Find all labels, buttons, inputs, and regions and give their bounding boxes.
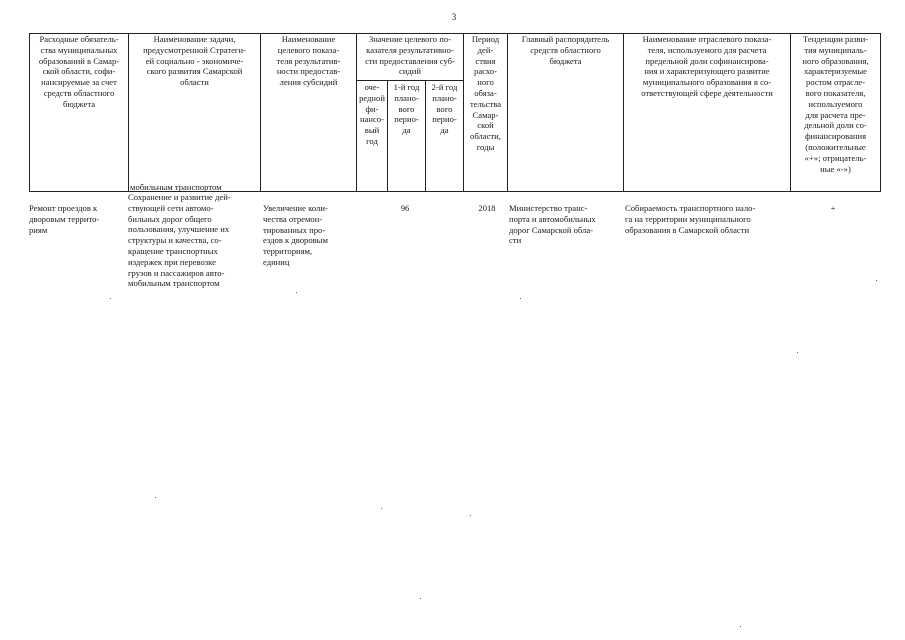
- header-plan-year-2: 2-й год плано- вого перио- да: [431, 82, 458, 136]
- scan-speck: [110, 298, 111, 299]
- header-period: Период дей- ствия расхо- ного обяза- тельства Самар- ской области, годы: [469, 34, 502, 152]
- header-trend: Тенденции разви- тия муниципаль- ного образования, характеризуемые ростом отрасле- вого показателя, используемого для расчета пре- дельной доли со- финансирования (положительные «+»; отрицатель- ные «-»): [802, 34, 869, 174]
- header-table: [29, 33, 881, 192]
- cell-period: 2018: [478, 203, 496, 213]
- scan-speck: [296, 292, 297, 293]
- scan-speck: [876, 280, 877, 281]
- header-target-value: Значение целевого по- казателя результативно- сти предоставления суб- сидий: [365, 34, 455, 77]
- cell-trend: +: [830, 203, 836, 213]
- cell-obligation: Ремонт проездов к дворовым террито- риям: [29, 203, 100, 235]
- scan-speck: [797, 352, 798, 353]
- header-task: Наименование задачи, предусмотренной Стратеги- ей социально - экономиче- ского развития Самарской области: [143, 34, 246, 88]
- scan-speck: [740, 626, 741, 627]
- scan-speck: [420, 598, 421, 599]
- group-divider: [356, 80, 463, 81]
- cell-value-current: 96: [400, 203, 410, 213]
- header-current-year: оче- редной фи- нансо- вый год: [359, 82, 385, 146]
- cell-industry-indicator: Собираемость транспортного нало- га на территории муниципального образования в Самарской области: [625, 203, 756, 235]
- header-plan-year-1: 1-й год плано- вого перио- да: [393, 82, 420, 136]
- scan-speck: [470, 515, 471, 516]
- cell-indicator: Увеличение коли- чества отремон- тированных про- ездов к дворовым территориям, единиц: [263, 203, 328, 267]
- scan-speck: [520, 298, 521, 299]
- cell-task: Сохранение и развитие дей- ствующей сети автомо- бильных дорог общего пользования, улучшение их структуры и качества, со- кращение транспортных издержек при перевозке грузов и пассажиров авто- мобильным транспортом: [128, 192, 231, 289]
- overflow-line: мобильным транспортом: [130, 182, 222, 192]
- scan-speck: [155, 497, 156, 498]
- scan-speck: [381, 508, 382, 509]
- header-industry-indicator: Наименование отраслевого показа- теля, используемого для расчета предельной доли софинансирова- ния и характеризующего развитие муниципального образования в со- ответствующей сфере деятельности: [641, 34, 773, 98]
- header-administrator: Главный распорядитель средств областного бюджета: [521, 34, 610, 66]
- page-number: 3: [451, 12, 457, 22]
- cell-administrator: Министерство транс- порта и автомобильных дорог Самарской обла- сти: [509, 203, 596, 246]
- header-indicator: Наименование целевого показа- теля результатив- ности предостав- ления субсидий: [276, 34, 341, 88]
- header-obligations: Расходные обязатель- ства муниципальных образований в Самар- ской области, софи- нансируемые за счет средств областного бюджета: [38, 34, 120, 109]
